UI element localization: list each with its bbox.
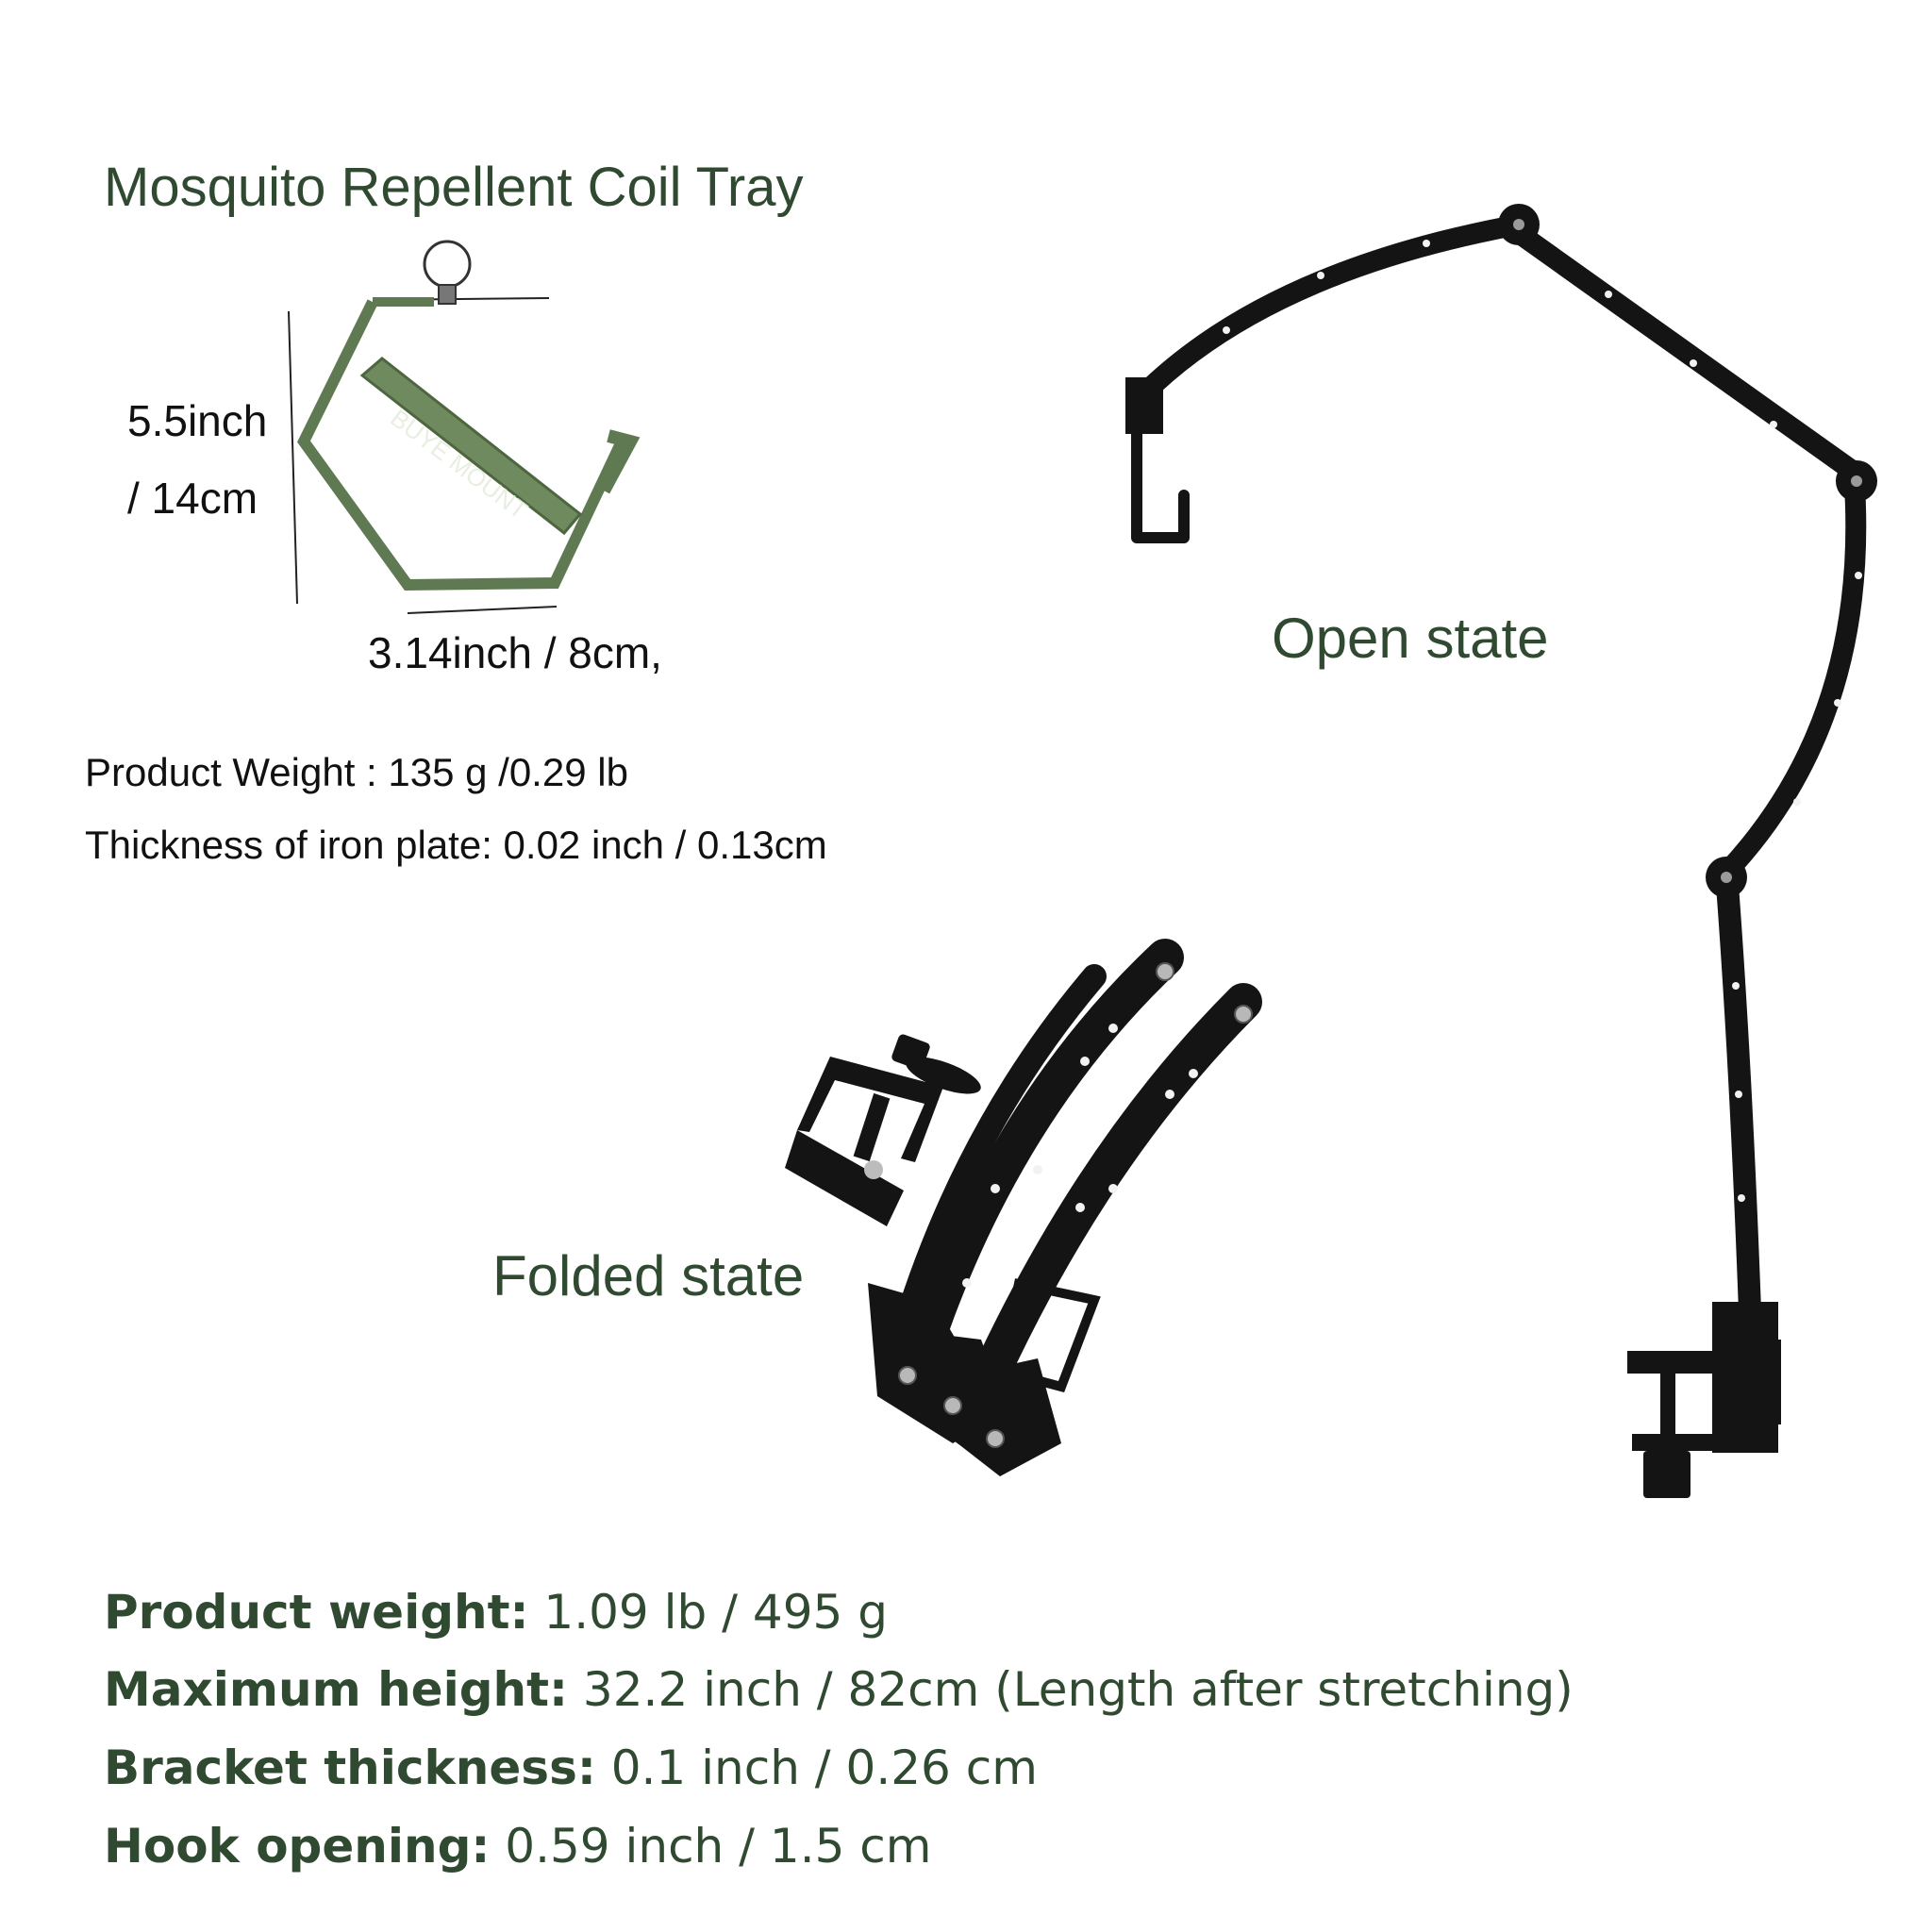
tray-logo: BUYE MOUNT [385,403,533,525]
coil-tray-image [289,242,630,613]
spec-label: Maximum height: [104,1662,569,1717]
folded-state-bracket [785,958,1252,1476]
open-state-holes [1223,219,1862,1202]
tray-width-label: 3.14inch / 8cm, [368,628,662,677]
open-state-bracket [1125,226,1856,1311]
spec-label: Product weight: [104,1585,529,1640]
spec-label: Bracket thickness: [104,1740,596,1795]
spec-value: 1.09 lb / 495 g [528,1585,888,1640]
open-state-clamp [1627,1302,1781,1498]
width-dimension-line [408,607,557,613]
tray-thickness-spec: Thickness of iron plate: 0.02 inch / 0.13cm [85,823,827,867]
open-state-joints [1498,204,1877,898]
tray-height-label: 5.5inch / 14cm [127,396,268,523]
open-state-label: Open state [1272,607,1549,670]
spec-value: 0.59 inch / 1.5 cm [490,1819,932,1874]
tray-weight-spec: Product Weight : 135 g /0.29 lb [85,750,628,794]
spec-value: 32.2 inch / 82cm (Length after stretching) [568,1662,1574,1717]
height-dimension-line [289,311,297,604]
folded-state-label: Folded state [492,1244,805,1307]
hanging-ring-icon [425,242,470,304]
tray-title: Mosquito Repellent Coil Tray [104,157,804,218]
spec-label: Hook opening: [104,1819,491,1874]
spec-value: 0.1 inch / 0.26 cm [595,1740,1038,1795]
tray-frame [304,302,630,585]
